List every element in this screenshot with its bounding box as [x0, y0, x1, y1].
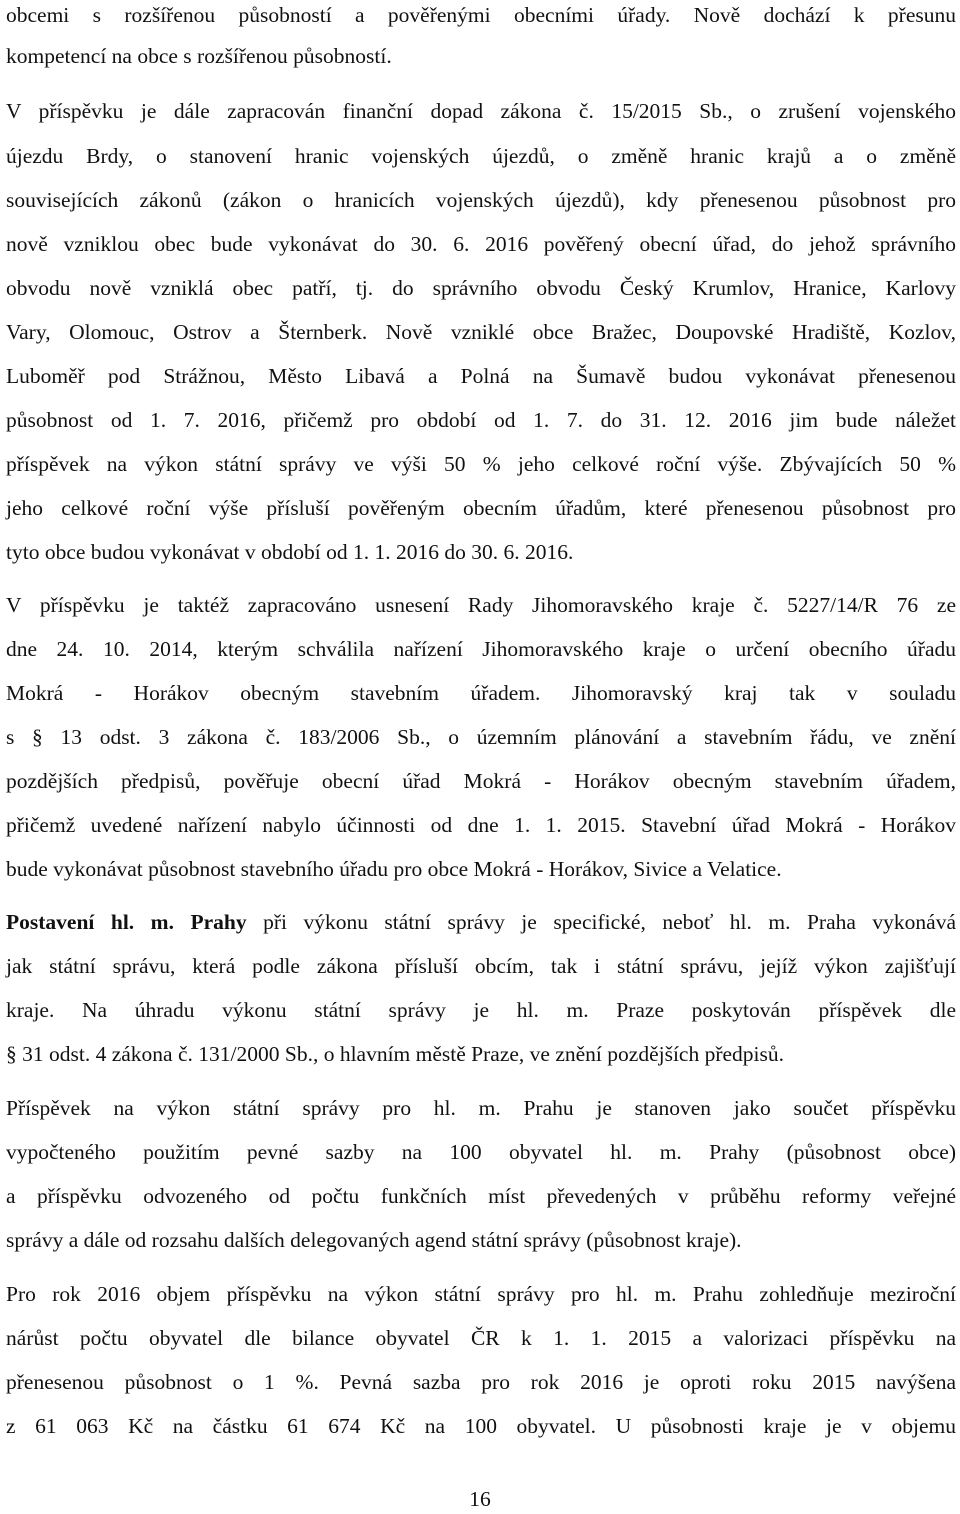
text-line [6, 907, 956, 937]
text-line: jak státní správu, která podle zákona přísluší obcím, tak i státní správu, jejíž výkon zajišťují [6, 954, 956, 978]
text-line: tyto obce budou vykonávat v období od 1. 1. 2016 do 30. 6. 2016. [6, 540, 574, 564]
text-line: Pro rok 2016 objem příspěvku na výkon státní správy pro hl. m. Prahu zohledňuje meziroční [6, 1282, 956, 1306]
text-line: Příspěvek na výkon státní správy pro hl. m. Prahu je stanoven jako součet příspěvku [6, 1096, 956, 1120]
text-line: nově vzniklou obec bude vykonávat do 30. 6. 2016 pověřený obecní úřad, do jehož správního [6, 232, 956, 256]
text-line: obvodu nově vzniklá obec patří, tj. do správního obvodu Český Krumlov, Hranice, Karlovy [6, 276, 956, 300]
text-line: přičemž uvedené nařízení nabylo účinnosti od dne 1. 1. 2015. Stavební úřad Mokrá - Horákov [6, 813, 956, 837]
text-line: působnost od 1. 7. 2016, přičemž pro období od 1. 7. do 31. 12. 2016 jim bude náležet [6, 408, 956, 432]
bold-lead: Postavení hl. m. Prahy [6, 910, 247, 934]
text-line: obcemi s rozšířenou působností a pověřenými obecními úřady. Nově dochází k přesunu [6, 3, 956, 27]
text-line: z 61 063 Kč na částku 61 674 Kč na 100 obyvatel. U působnosti kraje je v objemu [6, 1414, 956, 1438]
text-line: s § 13 odst. 3 zákona č. 183/2006 Sb., o územním plánování a stavebním řádu, ve znění [6, 725, 956, 749]
text-line: a příspěvku odvozeného od počtu funkčních míst převedených v průběhu reformy veřejné [6, 1184, 956, 1208]
page-number: 16 [469, 1487, 491, 1511]
text-line: V příspěvku je dále zapracován finanční dopad zákona č. 15/2015 Sb., o zrušení vojenského [6, 99, 956, 123]
text-line: souvisejících zákonů (zákon o hranicích vojenských újezdů), kdy přenesenou působnost pro [6, 188, 956, 212]
text-line: bude vykonávat působnost stavebního úřadu pro obce Mokrá - Horákov, Sivice a Velatice. [6, 857, 782, 881]
text-line: Mokrá - Horákov obecným stavebním úřadem. Jihomoravský kraj tak v souladu [6, 681, 956, 705]
text-line: pozdějších předpisů, pověřuje obecní úřad Mokrá - Horákov obecným stavebním úřadem, [6, 769, 956, 793]
text-line: kraje. Na úhradu výkonu státní správy je hl. m. Praze poskytován příspěvek dle [6, 998, 956, 1022]
text-run: při výkonu státní správy je specifické, neboť hl. m. Praha vykonává [246, 910, 956, 934]
text-line: Vary, Olomouc, Ostrov a Šternberk. Nově vzniklé obce Bražec, Doupovské Hradiště, Kozlov, [6, 320, 956, 344]
text-line: správy a dále od rozsahu dalších delegovaných agend státní správy (působnost kraje). [6, 1228, 742, 1252]
text-line: přenesenou působnost o 1 %. Pevná sazba pro rok 2016 je oproti roku 2015 navýšena [6, 1370, 956, 1394]
text-line: jeho celkové roční výše přísluší pověřeným obecním úřadům, které přenesenou působnost pro [6, 496, 956, 520]
text-line: dne 24. 10. 2014, kterým schválila nařízení Jihomoravského kraje o určení obecního úřadu [6, 637, 956, 661]
text-line: újezdu Brdy, o stanovení hranic vojenských újezdů, o změně hranic krajů a o změně [6, 144, 956, 168]
text-line: V příspěvku je taktéž zapracováno usnesení Rady Jihomoravského kraje č. 5227/14/R 76 ze [6, 593, 956, 617]
text-line: vypočteného použitím pevné sazby na 100 obyvatel hl. m. Prahy (působnost obce) [6, 1140, 956, 1164]
text-line: Luboměř pod Strážnou, Město Libavá a Polná na Šumavě budou vykonávat přenesenou [6, 364, 956, 388]
text-line: § 31 odst. 4 zákona č. 131/2000 Sb., o hlavním městě Praze, ve znění pozdějších předpisů. [6, 1042, 785, 1066]
text-line: příspěvek na výkon státní správy ve výši 50 % jeho celkové roční výše. Zbývajících 50 % [6, 452, 956, 476]
text-line: kompetencí na obce s rozšířenou působností. [6, 44, 392, 68]
text-line: nárůst počtu obyvatel dle bilance obyvatel ČR k 1. 1. 2015 a valorizaci příspěvku na [6, 1326, 956, 1350]
